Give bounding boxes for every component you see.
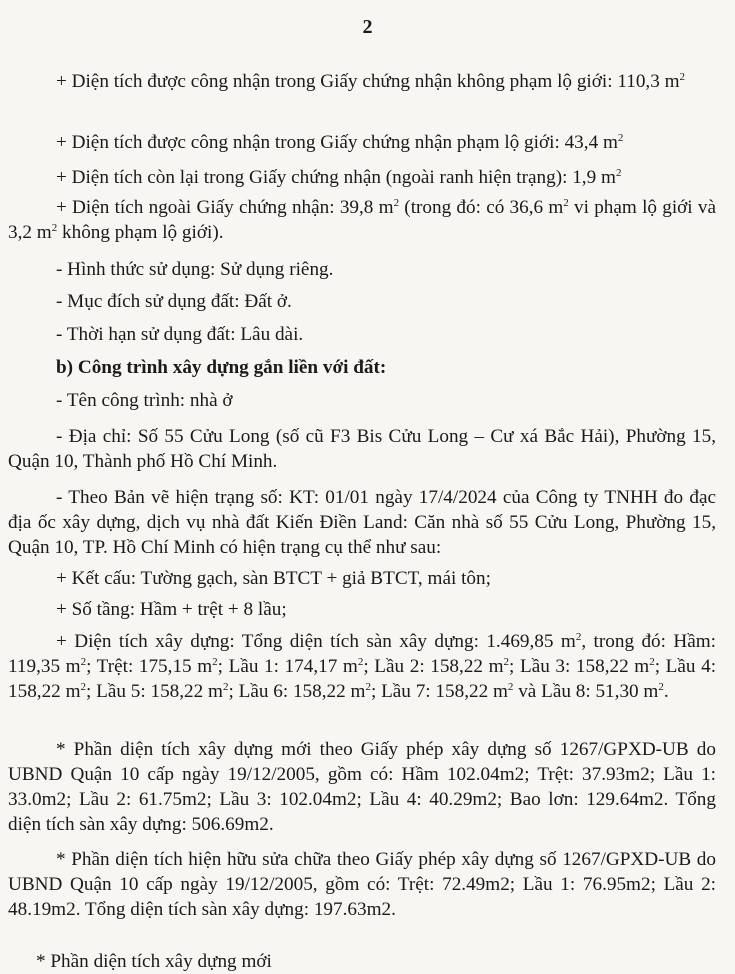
survey-drawing-paragraph: - Theo Bản vẽ hiện trạng số: KT: 01/01 ngày 17/4/2024 của Công ty TNHH đo đạc địa ốc xây dựng, dịch vụ nhà đất Kiến Điền Land: Căn nhà số 55 Cửu Long, Phường 15, Quận 10, TP. Hồ Chí Minh có hiện trạng cụ thể như sau:	[8, 487, 716, 558]
construction-area-text: và Lầu 8: 51,30 m	[513, 681, 659, 702]
address-paragraph: - Địa chỉ: Số 55 Cửu Long (số cũ F3 Bis Cửu Long – Cư xá Bắc Hải), Phường 15, Quận 10, Thành phố Hồ Chí Minh.	[8, 426, 716, 472]
sup-m2: 2	[575, 631, 582, 643]
construction-area-text: ; Lầu 6: 158,22 m	[228, 681, 366, 702]
sup-m2: 2	[51, 222, 58, 234]
sup-m2: 2	[503, 656, 510, 668]
construction-area-text: ; Lầu 2: 158,22 m	[363, 656, 504, 677]
section-b-heading: b) Công trình xây dựng gắn liền với đất:	[56, 357, 387, 378]
sup-m2: 2	[617, 132, 624, 144]
sup-m2: 2	[212, 656, 218, 668]
construction-area-text: , trong đó: Hầm: 119,35 m	[8, 631, 716, 677]
area-outside-text: + Diện tích ngoài Giấy chứng nhận: 39,8 m	[56, 197, 394, 218]
area-road-paragraph	[8, 130, 716, 155]
area-remaining-text: + Diện tích còn lại trong Giấy chứng nhận (ngoài ranh hiện trạng): 1,9 m	[56, 167, 616, 188]
sup-m2: 2	[80, 681, 86, 693]
construction-area-text: ; Lầu 4: 158,22 m	[8, 656, 717, 702]
structure-paragraph: + Kết cấu: Tường gạch, sàn BTCT + giả BTCT, mái tôn;	[56, 568, 491, 589]
sup-m2: 2	[658, 681, 664, 693]
sup-m2: 2	[80, 656, 87, 668]
building-name-paragraph: - Tên công trình: nhà ở	[56, 390, 233, 411]
sup-m2: 2	[615, 167, 622, 179]
sup-m2: 2	[222, 681, 229, 693]
floors-paragraph: + Số tầng: Hầm + trệt + 8 lầu;	[56, 599, 287, 620]
construction-area-paragraph	[8, 629, 716, 704]
construction-area-text: ; Lầu 5: 158,22 m	[86, 681, 223, 702]
sup-m2: 2	[393, 197, 400, 209]
sup-m2: 2	[563, 197, 569, 209]
usage-purpose-paragraph: - Mục đích sử dụng đất: Đất ở.	[56, 291, 292, 312]
area-outside-text-3: vi phạm lộ giới và 3,2 m	[8, 197, 716, 243]
page-number: 2	[362, 16, 373, 38]
sup-m2: 2	[507, 681, 514, 693]
construction-area-text: ; Lầu 3: 158,22 m	[509, 656, 650, 677]
construction-area-text: ; Lầu 1: 174,17 m	[217, 656, 358, 677]
area-road-text: + Diện tích được công nhận trong Giấy chứng nhận phạm lộ giới: 43,4 m	[56, 132, 618, 153]
area-not-road-text: + Diện tích được công nhận trong Giấy chứng nhận không phạm lộ giới: 110,3 m	[56, 71, 680, 92]
construction-area-text: + Diện tích xây dựng: Tổng diện tích sàn xây dựng: 1.469,85 m	[56, 631, 576, 652]
construction-area-text: ; Trệt: 175,15 m	[86, 656, 213, 677]
construction-area-text: .	[663, 681, 669, 702]
new-construction-paragraph: * Phần diện tích xây dựng mới theo Giấy phép xây dựng số 1267/GPXD-UB do UBND Quận 10 cấp ngày 19/12/2005, gồm có: Hầm 102.04m2; Trệt: 37.93m2; Lầu 1: 33.0m2; Lầu 2: 61.75m2; Lầu 3: 102.04m2; Lầu 4: 40.29m2; Bao lơn: 129.64m2. Tổng diện tích sàn xây dựng: 506.69m2.	[8, 739, 716, 835]
sup-m2: 2	[365, 681, 371, 693]
area-outside-text-2: (trong đó: có 36,6 m	[399, 197, 564, 218]
area-outside-text-4: không phạm lộ giới).	[57, 222, 224, 243]
construction-area-text: ; Lầu 7: 158,22 m	[370, 681, 508, 702]
area-remaining-paragraph	[8, 165, 716, 190]
usage-term-paragraph: - Thời hạn sử dụng đất: Lâu dài.	[56, 324, 304, 345]
area-outside-paragraph	[8, 195, 716, 245]
cut-off-paragraph: * Phần diện tích xây dựng mới	[36, 951, 272, 972]
sup-m2: 2	[649, 656, 655, 668]
usage-form-paragraph: - Hình thức sử dụng: Sử dụng riêng.	[56, 259, 334, 280]
sup-m2: 2	[679, 71, 686, 83]
area-not-road-paragraph	[8, 69, 716, 94]
sup-m2: 2	[357, 656, 364, 668]
existing-repair-paragraph: * Phần diện tích hiện hữu sửa chữa theo Giấy phép xây dựng số 1267/GPXD-UB do UBND Quận 10 cấp ngày 19/12/2005, gồm có: Trệt: 72.49m2; Lầu 1: 76.95m2; Lầu 2: 48.19m2. Tổng diện tích sàn xây dựng: 197.63m2.	[8, 849, 716, 920]
